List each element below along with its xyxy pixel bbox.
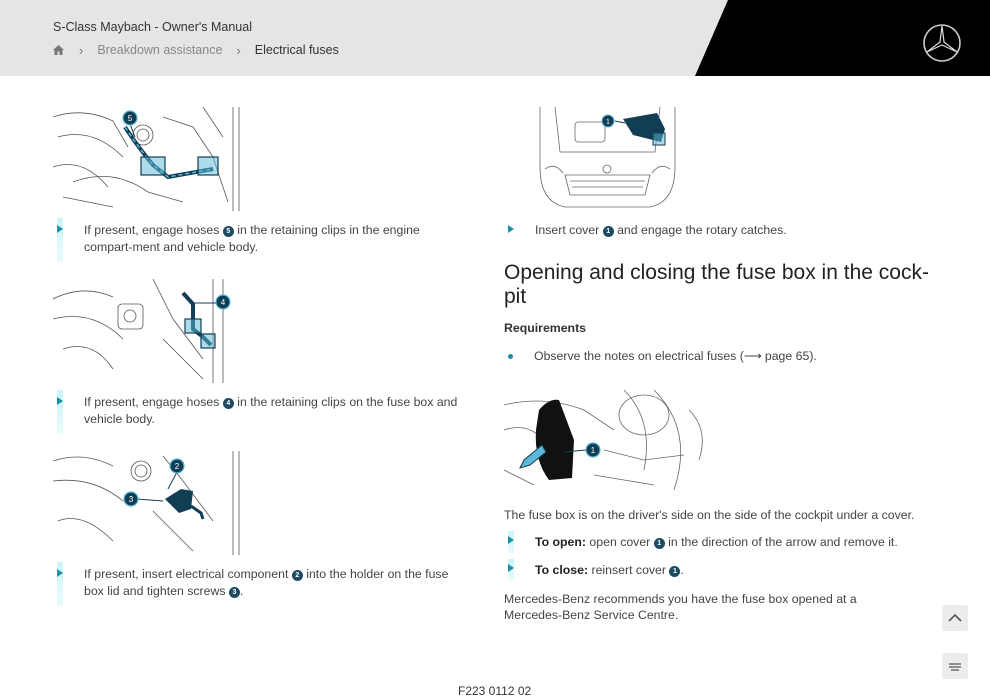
step-text: If present, engage hoses [84,223,220,237]
engine-bay-figure [535,107,680,211]
callout-number: 5 [127,114,133,123]
step-arrow-icon [508,536,514,544]
breadcrumb-current: Electrical fuses [254,43,339,57]
scroll-top-button[interactable] [942,605,968,631]
instruction-step-hoses-5 [84,222,469,255]
figure-code: F223 0112 02 [458,684,532,698]
step-text: in the retaining clips in the engine compart-ment and vehicle body. [84,223,420,254]
step-text: and engage the rotary catches. [617,223,787,237]
page-icon [948,661,962,671]
callout-number: 4 [223,398,234,409]
step-arrow-icon [57,397,63,405]
bullet-icon [508,354,513,359]
callout-number: 3 [229,587,240,598]
step-text: reinsert cover [591,563,666,577]
chevron-right-icon: › [79,42,84,58]
instruction-step-hoses-4 [84,394,469,427]
chevron-right-icon: › [236,42,241,58]
step-open [535,535,925,549]
step-text: . [680,563,684,577]
component-figure-2-3 [53,451,245,555]
step-text: open cover [589,535,651,549]
step-text: in the retaining clips on the fuse box and vehicle body. [84,395,458,426]
location-paragraph: The fuse box is on the driver's side on the side of the cockpit under a cover. [504,508,915,522]
step-label: To open: [535,535,586,549]
callout-number: 3 [128,495,134,504]
callout-number: 5 [223,226,234,237]
breadcrumb [52,43,339,57]
step-arrow-icon [57,225,63,233]
step-text: Insert cover [535,223,600,237]
page-button[interactable] [942,653,968,679]
step-label: To close: [535,563,589,577]
step-arrow-icon [57,569,63,577]
chevron-up-icon [948,613,962,623]
mercedes-star-logo[interactable] [922,23,962,63]
callout-number: 4 [220,298,226,307]
step-text: into the holder on the fuse box lid and tighten screws [84,567,449,598]
callout-number: 2 [292,570,303,581]
step-arrow-icon [508,225,514,233]
callout-number: 1 [669,566,680,577]
step-text: If present, engage hoses [84,395,220,409]
app-title: S-Class Maybach - Owner's Manual [53,20,252,34]
step-text: If present, insert electrical component [84,567,289,581]
callout-number: 1 [606,119,610,126]
requirement-item [534,349,817,363]
section-heading: Opening and closing the fuse box in the cock-pit [504,261,929,308]
step-text: . [239,583,244,598]
callout-number: 1 [590,446,596,455]
step-text: in the direction of the arrow and remove it. [668,535,898,549]
hose-figure-4 [53,279,233,383]
callout-number: 1 [654,538,665,549]
recommendation-paragraph: Mercedes-Benz recommends you have the fuse box opened at a Mercedes-Benz Service Centre. [504,592,857,622]
hose-figure-5 [53,107,243,211]
instruction-step-insert-cover [535,222,920,239]
home-icon[interactable] [52,44,65,56]
instruction-step-component [84,566,469,599]
requirements-label: Requirements [504,321,587,335]
cockpit-fuse-cover-figure [504,390,711,495]
callout-number: 1 [603,226,614,237]
step-close [535,563,925,577]
callout-number: 2 [174,462,180,471]
breadcrumb-link[interactable]: Breakdown assistance [97,43,223,57]
requirement-text[interactable]: Observe the notes on electrical fuses (⟶ page 65). [534,349,817,363]
step-arrow-icon [508,564,514,572]
